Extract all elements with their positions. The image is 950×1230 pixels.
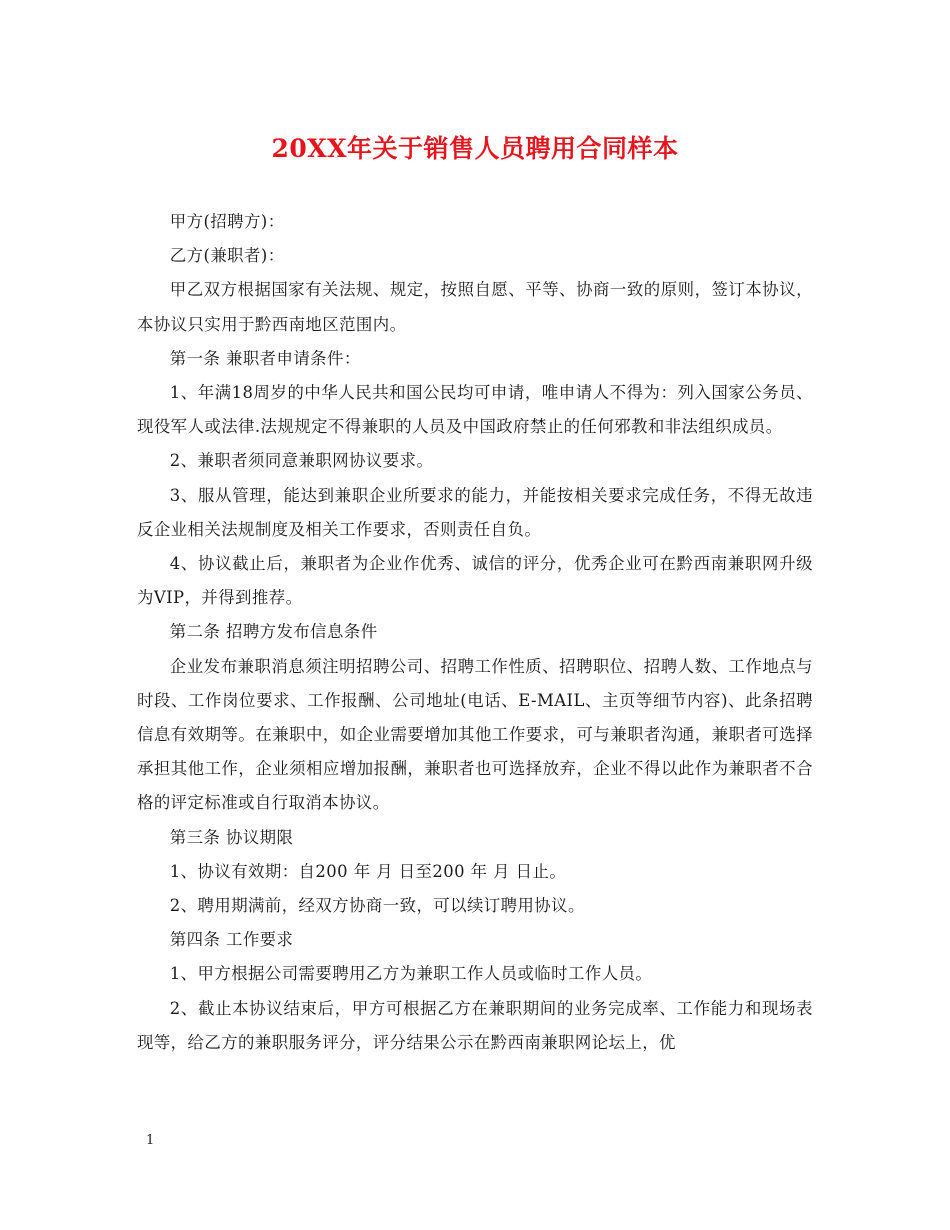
article-4-clause-2: 2、截止本协议结束后，甲方可根据乙方在兼职期间的业务完成率、工作能力和现场表现等，给乙方的兼职服务评分，评分结果公示在黔西南兼职网论坛上，优 — [137, 998, 813, 1052]
article-1-clause-4: 4、协议截止后，兼职者为企业作优秀、诚信的评分，优秀企业可在黔西南兼职网升级为VIP，并得到推荐。 — [137, 554, 813, 608]
article-1-clause-1: 1、年满18周岁的中华人民共和国公民均可申请，唯申请人不得为：列入国家公务员、现役军人或法律.法规规定不得兼职的人员及中国政府禁止的任何邪教和非法组织成员。 — [137, 383, 813, 437]
article-2-body: 企业发布兼职消息须注明招聘公司、招聘工作性质、招聘职位、招聘人数、工作地点与时段、工作岗位要求、工作报酬、公司地址(电话、E-MAIL、主页等细节内容)、此条招聘信息有效期等。在兼职中，如企业需要增加其他工作要求，可与兼职者沟通，兼职者可选择承担其他工作，企业须相应增加报酬，兼职者也可选择放弃，企业不得以此作为兼职者不合格的评定标准或自行取消本协议。 — [137, 656, 813, 813]
page-number: 1 — [146, 1133, 155, 1148]
article-2-heading: 第二条 招聘方发布信息条件 — [169, 622, 378, 642]
article-3-clause-2: 2、聘用期满前，经双方协商一致，可以续订聘用协议。 — [169, 896, 585, 916]
article-1-clause-3: 3、服从管理，能达到兼职企业所要求的能力，并能按相关要求完成任务，不得无故违反企业相关法规制度及相关工作要求，否则责任自负。 — [137, 485, 813, 539]
article-3-heading: 第三条 协议期限 — [169, 827, 294, 847]
party-a-line: 甲方(招聘方)： — [169, 212, 285, 231]
article-4-heading: 第四条 工作要求 — [169, 930, 294, 950]
article-3-clause-1: 1、协议有效期：自200 年 月 日至200 年 月 日止。 — [169, 861, 567, 881]
document-body — [137, 205, 813, 1060]
article-1-heading: 第一条 兼职者申请条件： — [169, 348, 361, 368]
article-1-clause-2: 2、兼职者须同意兼职网协议要求。 — [169, 451, 434, 471]
party-b-line: 乙方(兼职者)： — [169, 246, 285, 266]
document-title: 20XX年关于销售人员聘用合同样本 — [271, 134, 679, 163]
preamble-paragraph: 甲乙双方根据国家有关法规、规定，按照自愿、平等、协商一致的原则，签订本协议，本协议只实用于黔西南地区范围内。 — [137, 280, 813, 334]
article-4-clause-1: 1、甲方根据公司需要聘用乙方为兼职工作人员或临时工作人员。 — [169, 964, 653, 984]
